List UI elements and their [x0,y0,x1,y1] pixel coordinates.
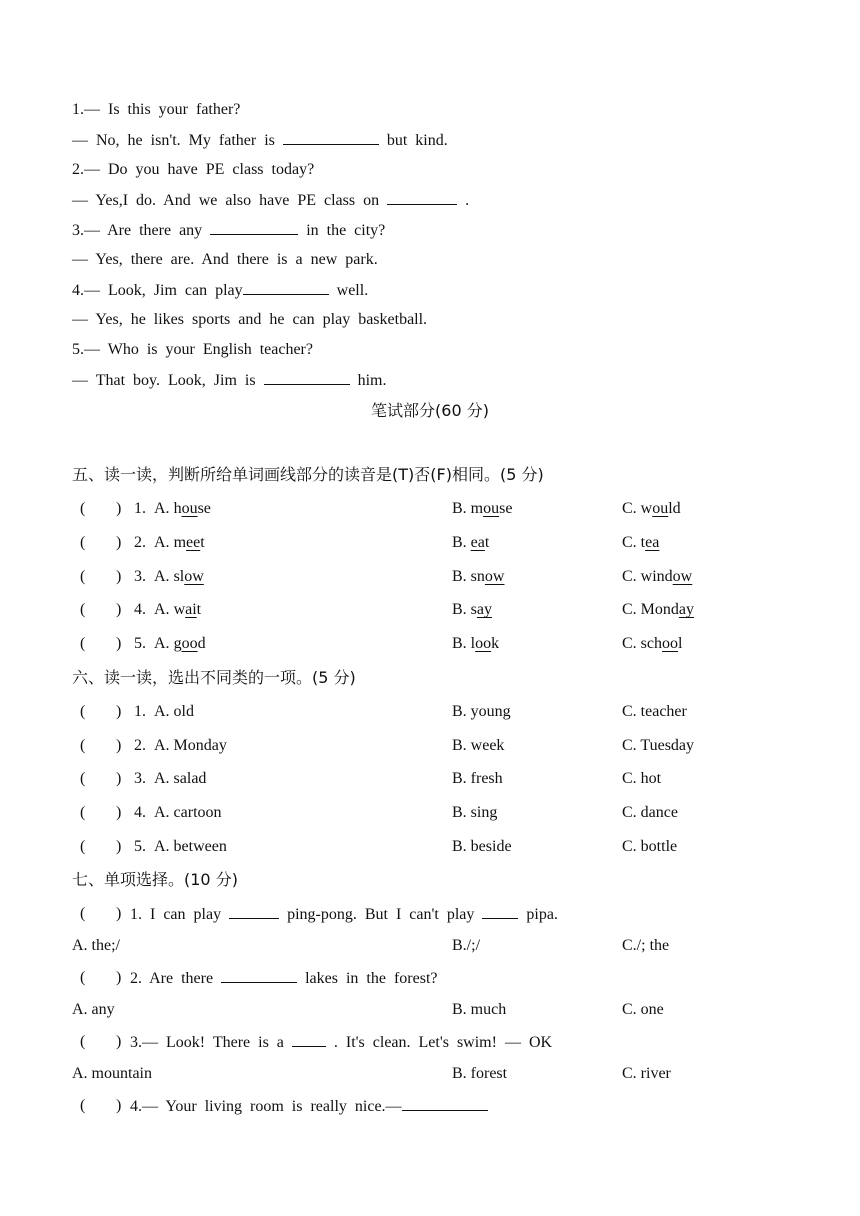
answer-paren-close[interactable]: ) [116,703,122,720]
option-a [154,533,205,553]
answer-paren-open[interactable]: ( [80,568,86,585]
option-a: A. between [154,838,227,855]
option-c [622,600,694,620]
word-part: w [173,601,186,618]
underlined-part: ow [184,568,204,585]
underlined-part: ay [678,601,695,618]
answer-blank[interactable] [402,1096,488,1111]
word-part: t [196,601,202,618]
underlined-part: ee [186,534,201,551]
option-c [622,499,681,519]
item-number: 3. [134,568,146,585]
answer-paren-close[interactable]: ) [116,804,122,821]
s7-q3: ( ) 3.— Look! There is a . It's clean. Let's swim! — OK [80,1033,553,1051]
underlined-part: ou [652,500,669,517]
item-number: 5. [134,635,146,652]
option-letter: C. [622,568,637,585]
answer-paren-open[interactable]: ( [80,770,86,787]
answer-blank[interactable] [229,904,279,919]
option-c [622,533,659,553]
word-part: se [499,500,513,517]
word-part: wind [640,568,673,585]
option-b [452,567,504,587]
answer-paren-close[interactable]: ) [116,568,122,585]
s7-q2-options: A. any B. much C. one [72,1001,664,1018]
answer-paren-close[interactable]: ) [116,770,122,787]
answer-blank[interactable] [221,968,297,983]
listening-a3: — Yes, there are. And there is a new park. [72,251,378,268]
answer-blank[interactable] [292,1032,326,1047]
word-part: s [470,601,477,618]
answer-blank[interactable] [387,190,457,205]
word-part: g [173,635,182,652]
option-letter: A. [154,568,170,585]
option-letter: A. [154,601,170,618]
listening-q5: 5.— Who is your English teacher? [72,341,313,358]
word-part: t [484,534,490,551]
option-a [154,567,204,587]
section6-row [72,702,812,724]
underlined-part: ea [645,534,660,551]
answer-paren-open[interactable]: ( [80,838,86,855]
section5-row [72,600,812,622]
word-part: se [197,500,211,517]
listening-q4: 4.— Look, Jim can play well. [72,282,369,299]
answer-blank[interactable] [243,280,329,295]
word-part: d [197,635,206,652]
answer-paren-close[interactable]: ) [116,500,122,517]
option-letter: B. [452,635,467,652]
item-number: 1. [134,500,146,517]
item-number: 4. [134,804,146,821]
answer-paren-close[interactable]: ) [116,534,122,551]
item-number: 3. [134,770,146,787]
option-letter: B. [452,601,467,618]
underlined-part: ou [483,500,500,517]
option-letter: C. [622,534,637,551]
option-letter: B. [452,500,467,517]
item-number: 2. [134,534,146,551]
underlined-part: ea [470,534,485,551]
s7-q1: ( ) 1. I can play ping-pong. But I can't play pipa. [80,905,558,923]
underlined-part: oo [181,635,198,652]
option-letter: B. [452,534,467,551]
listening-a5: — That boy. Look, Jim is him. [72,372,387,389]
underlined-part: oo [662,635,678,652]
option-b [452,533,489,553]
option-b [452,634,499,654]
section6-row [72,769,812,791]
listening-q1: 1.— Is this your father? [72,101,241,118]
listening-a4: — Yes, he likes sports and he can play basketball. [72,311,428,328]
option-b: B. sing [452,804,498,821]
section6-row [72,803,812,825]
section6-row [72,736,812,758]
answer-blank[interactable] [264,370,350,385]
word-part: k [491,635,500,652]
answer-paren-open[interactable]: ( [80,534,86,551]
word-part: m [470,500,484,517]
underlined-part: ow [672,568,693,585]
section6-title: 六、读一读，选出不同类的一项。(5 分) [72,668,356,687]
option-letter: C. [622,500,637,517]
word-part: Mond [640,601,679,618]
written-part-title: 笔试部分(60 分) [371,401,489,420]
item-number: 4. [134,601,146,618]
option-b [452,600,492,620]
item-number: 2. [134,737,146,754]
answer-paren-open[interactable]: ( [80,804,86,821]
option-a: A. cartoon [154,804,222,821]
option-b: B. beside [452,838,512,855]
section5-title: 五、读一读，判断所给单词画线部分的读音是(T)否(F)相同。(5 分) [72,465,544,484]
option-a: A. Monday [154,737,227,754]
option-letter: B. [452,568,467,585]
underlined-part: ou [181,500,198,517]
section5-row [72,533,812,555]
option-c: C. Tuesday [622,737,695,754]
word-part: h [173,500,182,517]
listening-a2: — Yes,I do. And we also have PE class on . [72,192,470,209]
answer-blank[interactable] [283,130,379,145]
option-c [622,634,682,654]
option-a: A. old [154,703,194,720]
section5-row [72,634,812,656]
underlined-part: ay [476,601,493,618]
option-b: B. week [452,737,505,754]
option-letter: C. [622,601,637,618]
option-b [452,499,512,519]
word-part: w [640,500,653,517]
option-c [622,567,692,587]
option-letter: A. [154,534,170,551]
option-c: C. teacher [622,703,687,720]
s7-q3-options: A. mountain B. forest C. river [72,1065,671,1082]
option-a [154,499,211,519]
word-part: t [200,534,205,551]
section6-row [72,837,812,859]
answer-paren-close[interactable]: ) [116,838,122,855]
listening-q2: 2.— Do you have PE class today? [72,161,315,178]
listening-a1: — No, he isn't. My father is but kind. [72,132,448,149]
answer-paren-open[interactable]: ( [80,737,86,754]
option-c: C. hot [622,770,662,787]
option-letter: A. [154,500,170,517]
option-c: C. dance [622,804,678,821]
word-part: m [173,534,187,551]
section5-row [72,567,812,589]
answer-paren-close[interactable]: ) [116,635,122,652]
option-letter: A. [154,635,170,652]
answer-paren-open[interactable]: ( [80,601,86,618]
section5-row [72,499,812,521]
answer-blank[interactable] [482,904,518,919]
word-part: sch [640,635,662,652]
item-number: 5. [134,838,146,855]
s7-q4: ( ) 4.— Your living room is really nice.— [72,1096,812,1118]
s7-q1-options: A. the;/ B./;/ C./; the [72,937,670,954]
answer-blank[interactable] [210,220,298,235]
option-b: B. young [452,703,511,720]
option-c: C. bottle [622,838,678,855]
s7-q2: ( ) 2. Are there lakes in the forest? [80,969,438,987]
item-number: 1. [134,703,146,720]
answer-paren-close[interactable]: ) [116,601,122,618]
underlined-part: ai [185,601,197,618]
option-a: A. salad [154,770,207,787]
answer-paren-open[interactable]: ( [80,500,86,517]
option-letter: C. [622,635,637,652]
listening-q3: 3.— Are there any in the city? [72,222,386,239]
option-a [154,600,201,620]
option-b: B. fresh [452,770,503,787]
underlined-part: ow [484,568,505,585]
word-part: ld [668,500,681,517]
word-part: l [470,635,476,652]
word-part: l [678,635,683,652]
word-part: sl [173,568,185,585]
answer-paren-open[interactable]: ( [80,635,86,652]
answer-paren-close[interactable]: ) [116,737,122,754]
word-part: t [640,534,646,551]
word-part: sn [470,568,485,585]
answer-paren-open[interactable]: ( [80,703,86,720]
option-a [154,634,206,654]
section7-title: 七、单项选择。(10 分) [72,870,238,889]
underlined-part: oo [475,635,492,652]
